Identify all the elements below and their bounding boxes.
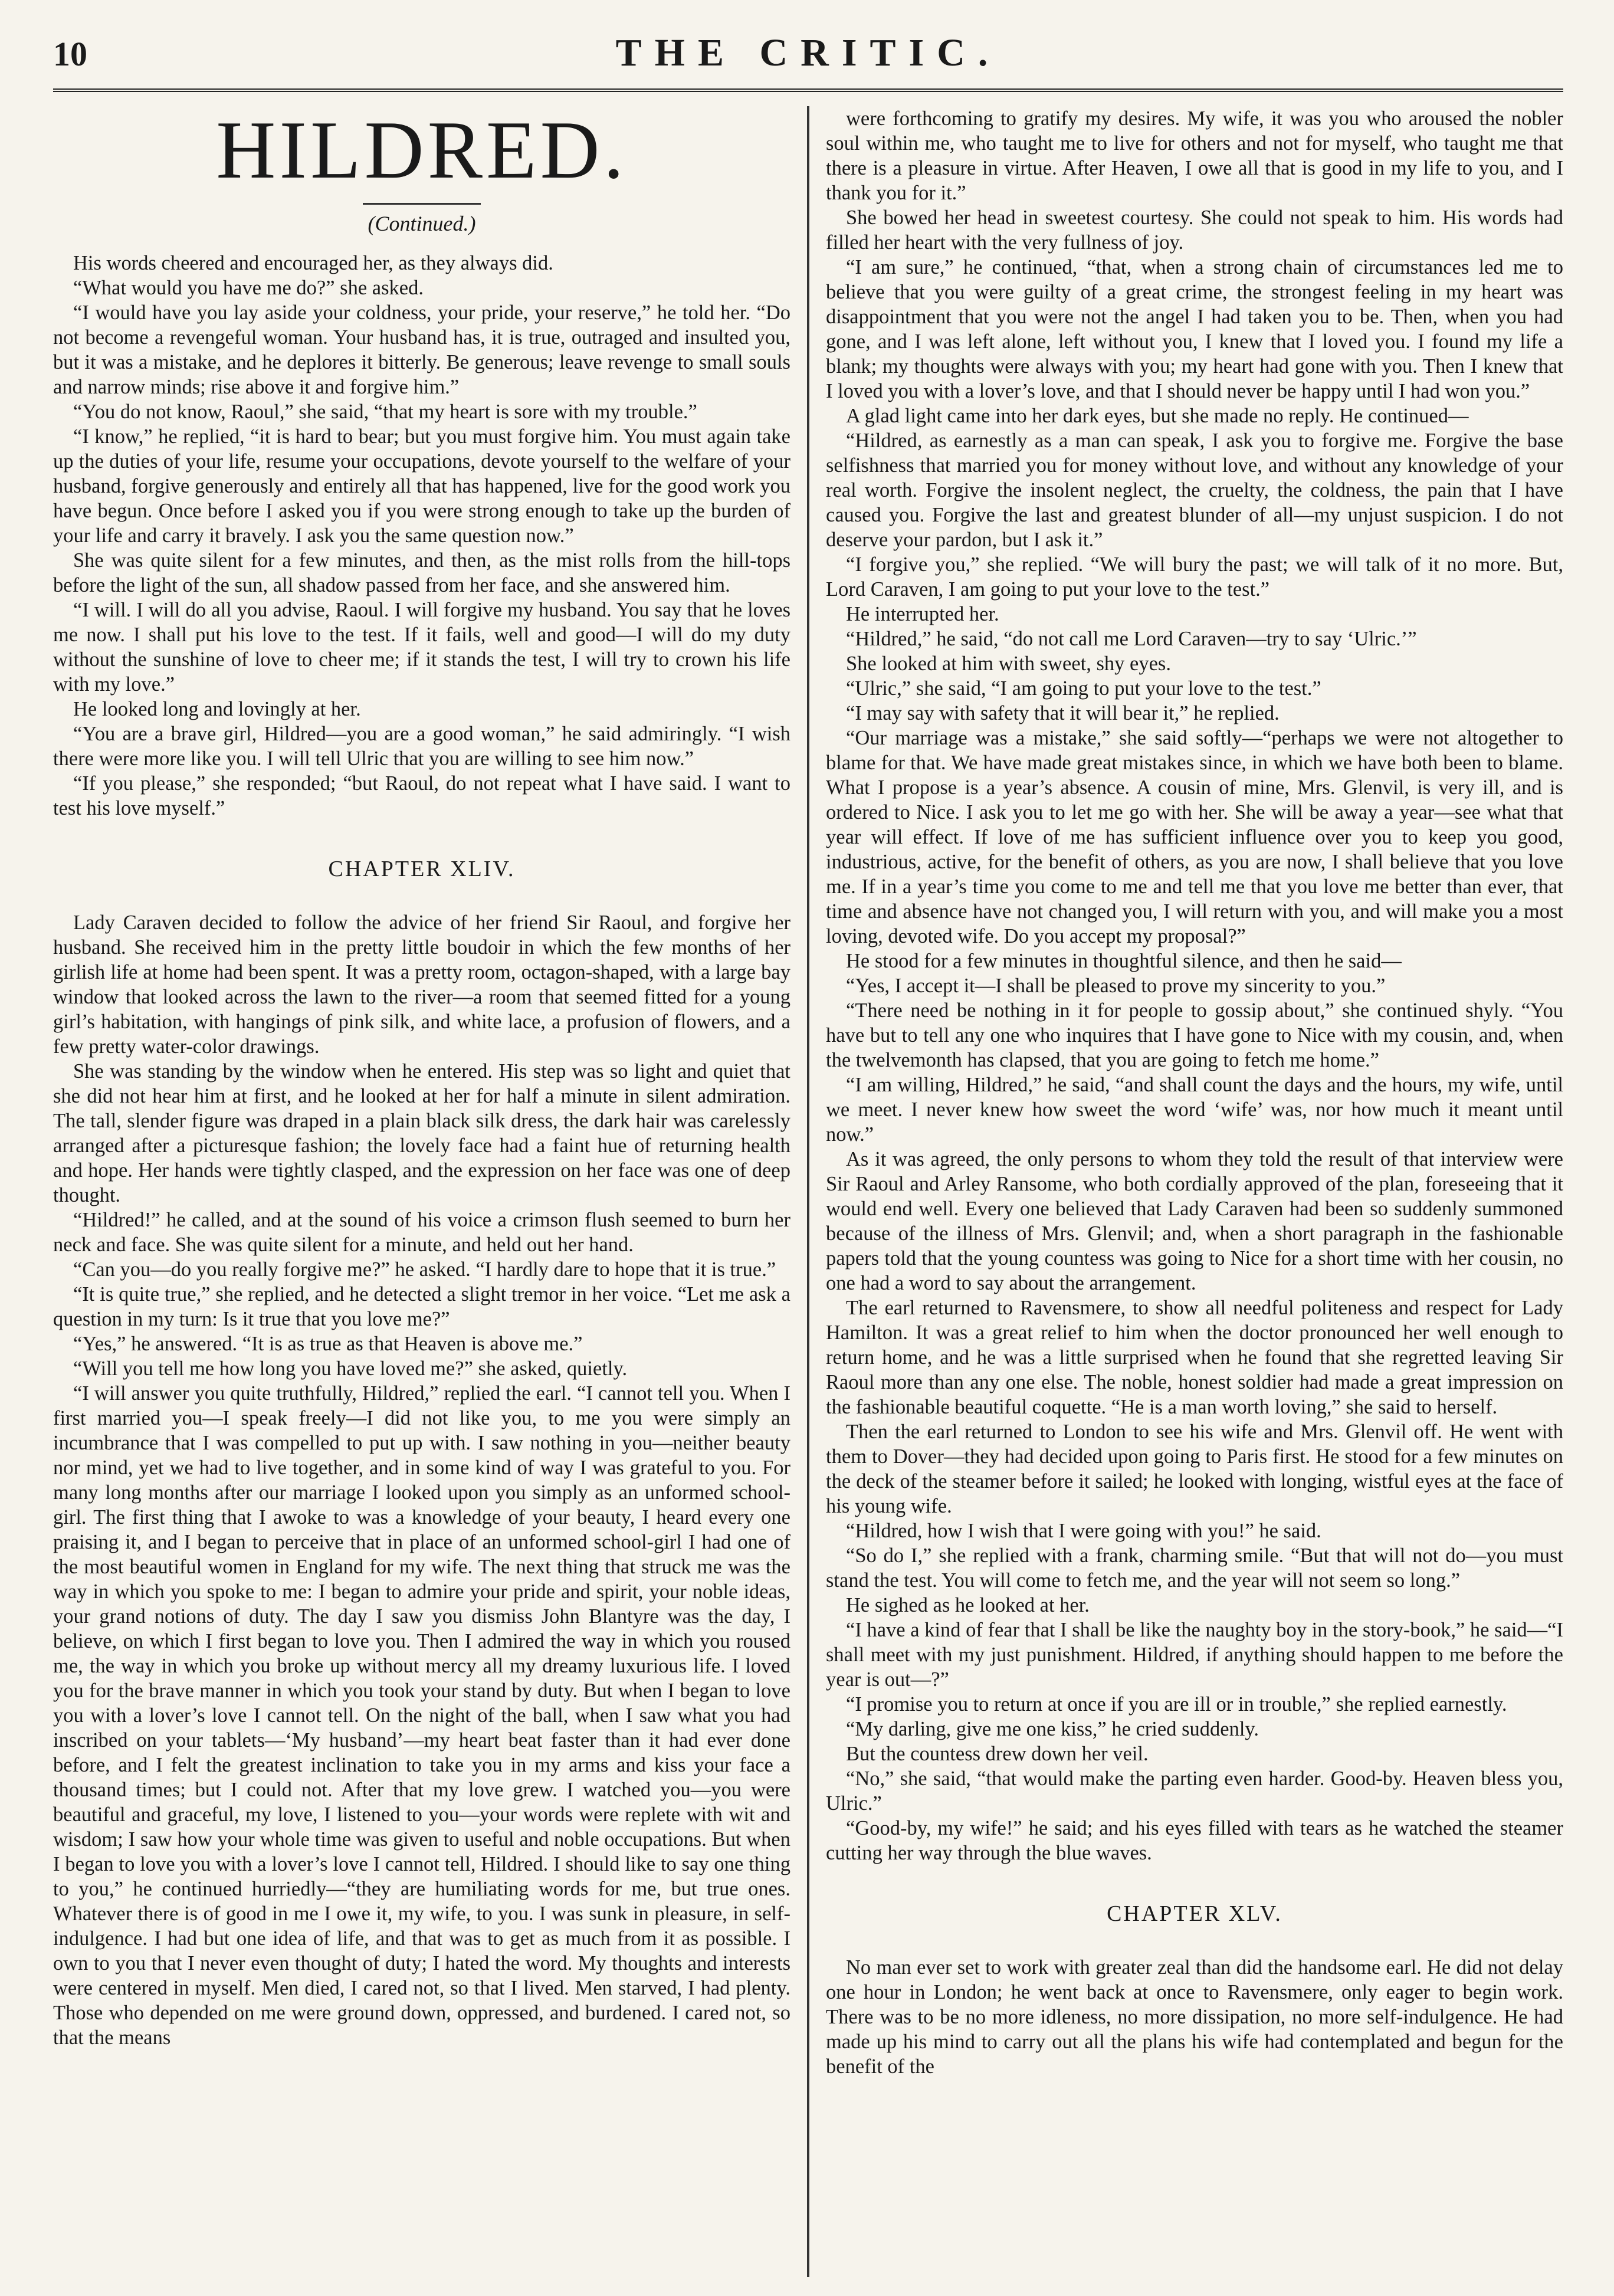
paragraph: No man ever set to work with greater zeal than did the handsome earl. He did not delay one hour in London; he went back at once to Ravensmere, only eager to begin work. There was to be no more idleness, no more dissipation, no more self-indulgence. He had made up his mind to carry out all the plans his wife had contemplated and begun for the benefit of the xyxy=(826,1956,1563,2078)
right-paragraphs-a xyxy=(826,106,1563,1865)
title-rule xyxy=(363,203,481,205)
paragraph: “Good-by, my wife!” he said; and his eyes filled with tears as he watched the steamer cutting her way through the blue waves. xyxy=(826,1817,1563,1864)
paragraph: He looked long and lovingly at her. xyxy=(73,698,361,720)
paragraph: Lady Caraven decided to follow the advice of her friend Sir Raoul, and forgive her husband. She received him in the pretty little boudoir in which the few months of her girlish life at home had been spent. It was a pretty room, octagon-shaped, with a large bay window that looked across the lawn to the river—a room that seemed fitted for a young girl’s habitation, with hangings of pink silk, and white lace, a profusion of flowers, and a few pretty water-color drawings. xyxy=(53,911,790,1058)
paragraph: “Hildred, as earnestly as a man can speak, I ask you to forgive me. Forgive the base selfishness that married you for money without love, and without any knowledge of your real worth. Forgive the insolent neglect, the cruelty, the coldness, the pain that I have caused you. Forgive the last and greatest blunder of all—my unjust suspicion. I do not deserve your pardon, but I ask it.” xyxy=(826,429,1563,551)
paragraph: As it was agreed, the only persons to whom they told the result of that interview were Sir Raoul and Arley Ransome, who both cordially approved of the plan, foreseeing that it would end well. Every one believed that Lady Caraven had been so suddenly summoned because of the illness of Mrs. Glenvil; and, when a short paragraph in the fashionable papers told that the young countess was going to Nice for a short time with her cousin, no one had a word to say about the arrangement. xyxy=(826,1148,1563,1294)
column-divider xyxy=(807,106,809,2277)
continued-note: (Continued.) xyxy=(368,212,476,235)
paragraph: “Ulric,” she said, “I am going to put your love to the test.” xyxy=(846,677,1321,700)
journal-title: THE CRITIC. xyxy=(615,31,1001,74)
paragraph: He stood for a few minutes in thoughtful silence, and then he said— xyxy=(846,950,1402,972)
paragraph: “I know,” he replied, “it is hard to bear; but you must forgive him. You must again take up the duties of your life, resume your occupations, devote yourself to the welfare of your husband, forgive generously and entirely all that has happened, live for the good work you have begun. Once before I asked you if you were strong enough to take up the burden of your life and carry it bravely. I ask you the same question now.” xyxy=(53,425,790,547)
paragraph: “I will. I will do all you advise, Raoul. I will forgive my husband. You say that he loves me now. I shall put his love to the test. If it fails, well and good—I will do my duty without the sunshine of love to cheer me; if it stands the test, I will try to crown his life with my love.” xyxy=(53,599,790,696)
paragraph: “My darling, give me one kiss,” he cried suddenly. xyxy=(846,1718,1259,1740)
paragraph: “I forgive you,” she replied. “We will bury the past; we will talk of it no more. But, Lord Caraven, I am going to put your love to the test.” xyxy=(826,553,1563,601)
paragraph: She was standing by the window when he entered. His step was so light and quiet that she did not hear him at first, and he looked at her for half a minute in silent admiration. The tall, slender figure was draped in a plain black silk dress, the dark hair was carelessly arranged after a picturesque fashion; the lovely face had a faint hue of returning health and hope. Her hands were tightly clasped, and the expression on her face was one of deep thought. xyxy=(53,1060,790,1206)
right-paragraphs-b xyxy=(826,1955,1563,2079)
chapter-heading-45: CHAPTER XLV. xyxy=(1107,1901,1282,1926)
paragraph: “Yes, I accept it—I shall be pleased to prove my sincerity to you.” xyxy=(846,975,1386,997)
paragraph: “Yes,” he answered. “It is as true as that Heaven is above me.” xyxy=(73,1333,583,1355)
paragraph: His words cheered and encouraged her, as they always did. xyxy=(73,252,553,274)
paragraph: A glad light came into her dark eyes, but she made no reply. He continued— xyxy=(846,405,1469,427)
paragraph: He sighed as he looked at her. xyxy=(846,1594,1090,1616)
paragraph: “I will answer you quite truthfully, Hildred,” replied the earl. “I cannot tell you. When I first married you—I speak freely—I did not like you, to me you were simply an incumbrance that I was compelled to put up with. I saw nothing in you—neither beauty nor mind, yet we had to live together, and in some kind of way I was grateful to you. For many long months after our marriage I looked upon you simply as an unformed school-girl. The first thing that I awoke to was a knowledge of your beauty, I heard every one praising it, and I began to perceive that in place of an unformed school-girl I had one of the most beautiful women in England for my wife. The next thing that struck me was the way in which you spoke to me: I began to admire your pride and spirit, your noble ideas, your grand notions of duty. The day I saw you dismiss John Blantyre was the day, I believe, on which I first began to love you. Then I admired the way in which you roused me, the way in which you broke up without mercy all my dreamy luxurious life. I loved you for the brave manner in which you took your stand by duty. But when I began to love you with a lover’s love I cannot tell. On the night of the ball, when I saw what you had inscribed on your tablets—‘My husband’—my heart beat faster than it had ever done before, and I felt the greatest inclination to take you in my arms and kiss your face a thousand times; but I could not. After that my love grew. I watched you—you were beautiful and graceful, my love, I listened to you—your words were replete with wit and wisdom; I saw how your whole time was given to useful and noble occupations. But when I began to love you with a lover’s love I cannot tell, Hildred. I should like to say one thing to you,” he continued hurriedly—“they are humiliating words for me, but true ones. Whatever there is of good in me I owe it, my wife, to you. I was sunk in pleasure, in self-indulgence. I had but one idea of life, and that was to get as much from it as possible. I own to you that I never even thought of duty; I hated the word. My thoughts and interests were centered in myself. Men died, I cared not, so that I lived. Men starved, I had plenty. Those who depended on me were ground down, oppressed, and burdened. I cared not, so that the means xyxy=(53,1382,790,2049)
right-column xyxy=(826,106,1563,2277)
paragraph: She bowed her head in sweetest courtesy. She could not speak to him. His words had filled her heart with the very fullness of joy. xyxy=(826,206,1563,254)
left-paragraphs-b xyxy=(53,910,790,2050)
paragraph: She was quite silent for a few minutes, and then, as the mist rolls from the hill-tops before the light of the sun, all shadow passed from her face, and she answered him. xyxy=(53,549,790,596)
paragraph: But the countess drew down her veil. xyxy=(846,1743,1149,1765)
paragraph: “I would have you lay aside your coldness, your pride, your reserve,” he told her. “Do not become a revengeful woman. Your husband has, it is true, outraged and insulted you, but it was a mistake, and he deplores it bitterly. Be generous; leave revenge to small souls and narrow minds; rise above it and forgive him.” xyxy=(53,301,790,398)
paragraph: Then the earl returned to London to see his wife and Mrs. Glenvil off. He went with them to Dover—they had decided upon going to Paris first. He stood for a few minutes on the deck of the steamer before it sailed; he looked with longing, wistful eyes at the face of his young wife. xyxy=(826,1421,1563,1517)
paragraph: “There need be nothing in it for people to gossip about,” she continued shyly. “You have but to tell any one who inquires that I have gone to Nice with my cousin, and, when the twelvemonth has clapsed, that you are going to fetch me home.” xyxy=(826,999,1563,1071)
paragraph: were forthcoming to gratify my desires. My wife, it was you who aroused the nobler soul within me, who taught me to live for others and not for myself, who taught me that there is a pleasure in virtue. After Heaven, I owe all that is good in my life to you, and I thank you for it.” xyxy=(826,107,1563,204)
left-paragraphs-a xyxy=(53,251,790,821)
paragraph: “Our marriage was a mistake,” she said softly—“perhaps we were not altogether to blame for that. We have made great mistakes since, in which we have both been to blame. What I propose is a year’s absence. A cousin of mine, Mrs. Glenvil, is very ill, and is ordered to Nice. I ask you to let me go with her. She will be away a year—see what that year will effect. If love of me has sufficient influence over you to keep you good, industrious, active, for the benefit of others, as you are now, I shall believe that you love me. If in a year’s time you come to me and tell me that you love me better than ever, that time and absence have not changed you, I will return with you, and will make you a most loving, devoted wife. Do you accept my proposal?” xyxy=(826,727,1563,947)
left-column xyxy=(53,106,790,2277)
chapter-heading-44: CHAPTER XLIV. xyxy=(328,857,516,881)
paragraph: “So do I,” she replied with a frank, charming smile. “But that will not do—you must stand the test. You will come to fetch me, and the year will not seem so long.” xyxy=(826,1544,1563,1592)
paragraph: She looked at him with sweet, shy eyes. xyxy=(846,652,1171,675)
paragraph: “No,” she said, “that would make the parting even harder. Good-by. Heaven bless you, Ulric.” xyxy=(826,1767,1563,1815)
story-title: HILDRED. xyxy=(216,106,628,196)
paragraph: “You do not know, Raoul,” she said, “that my heart is sore with my trouble.” xyxy=(73,401,697,423)
paragraph: “I am willing, Hildred,” he said, “and shall count the days and the hours, my wife, until we meet. I never knew how sweet the word ‘wife’ was, nor how much it meant until now.” xyxy=(826,1074,1563,1146)
paragraph: He interrupted her. xyxy=(846,603,999,625)
paragraph: “I have a kind of fear that I shall be like the naughty boy in the story-book,” he said—“I shall meet with my just punishment. Hildred, if anything should happen to me before the year is out—?” xyxy=(826,1619,1563,1691)
text-columns xyxy=(53,106,1563,2277)
paragraph: “Hildred!” he called, and at the sound of his voice a crimson flush seemed to burn her neck and face. She was quite silent for a minute, and held out her hand. xyxy=(53,1209,790,1256)
paragraph: “Will you tell me how long you have loved me?” she asked, quietly. xyxy=(73,1357,628,1380)
paragraph: “Can you—do you really forgive me?” he asked. “I hardly dare to hope that it is true.” xyxy=(73,1258,776,1281)
paragraph: “I promise you to return at once if you are ill or in trouble,” she replied earnestly. xyxy=(846,1693,1507,1716)
paragraph: “Hildred,” he said, “do not call me Lord Caraven—try to say ‘Ulric.’” xyxy=(846,628,1417,650)
paragraph: “I may say with safety that it will bear it,” he replied. xyxy=(846,702,1280,724)
paragraph: “What would you have me do?” she asked. xyxy=(73,277,424,299)
page-number: 10 xyxy=(53,35,87,73)
paragraph: The earl returned to Ravensmere, to show all needful politeness and respect for Lady Hamilton. It was a great relief to him when the doctor pronounced her well enough to return home, and he was a little surprised when he found that she regretted leaving Sir Raoul more than any one else. The noble, honest soldier had made a great impression on the fashionable beautiful coquette. “He is a man worth loving,” she said to herself. xyxy=(826,1297,1563,1418)
paragraph: “You are a brave girl, Hildred—you are a good woman,” he said admiringly. “I wish there were more like you. I will tell Ulric that you are willing to see him now.” xyxy=(53,723,790,770)
paragraph: “It is quite true,” she replied, and he detected a slight tremor in her voice. “Let me ask a question in my turn: Is it true that you love me?” xyxy=(53,1283,790,1330)
paragraph: “Hildred, how I wish that I were going with you!” he said. xyxy=(846,1520,1321,1542)
paragraph: “I am sure,” he continued, “that, when a strong chain of circumstances led me to believe that you were guilty of a great crime, the strongest feeling in my heart was disappointment that you were not the angel I had taken you to be. Then, when you had gone, and I was left alone, left without you, I knew that I loved you. I found my life a blank; my thoughts were always with you; my heart had gone with you. Then I knew that I loved you with a lover’s love, and that I should never be happy until I had won you.” xyxy=(826,256,1563,402)
paragraph: “If you please,” she responded; “but Raoul, do not repeat what I have said. I want to test his love myself.” xyxy=(53,772,790,819)
newspaper-page xyxy=(53,24,1563,2277)
running-head xyxy=(53,24,1563,92)
